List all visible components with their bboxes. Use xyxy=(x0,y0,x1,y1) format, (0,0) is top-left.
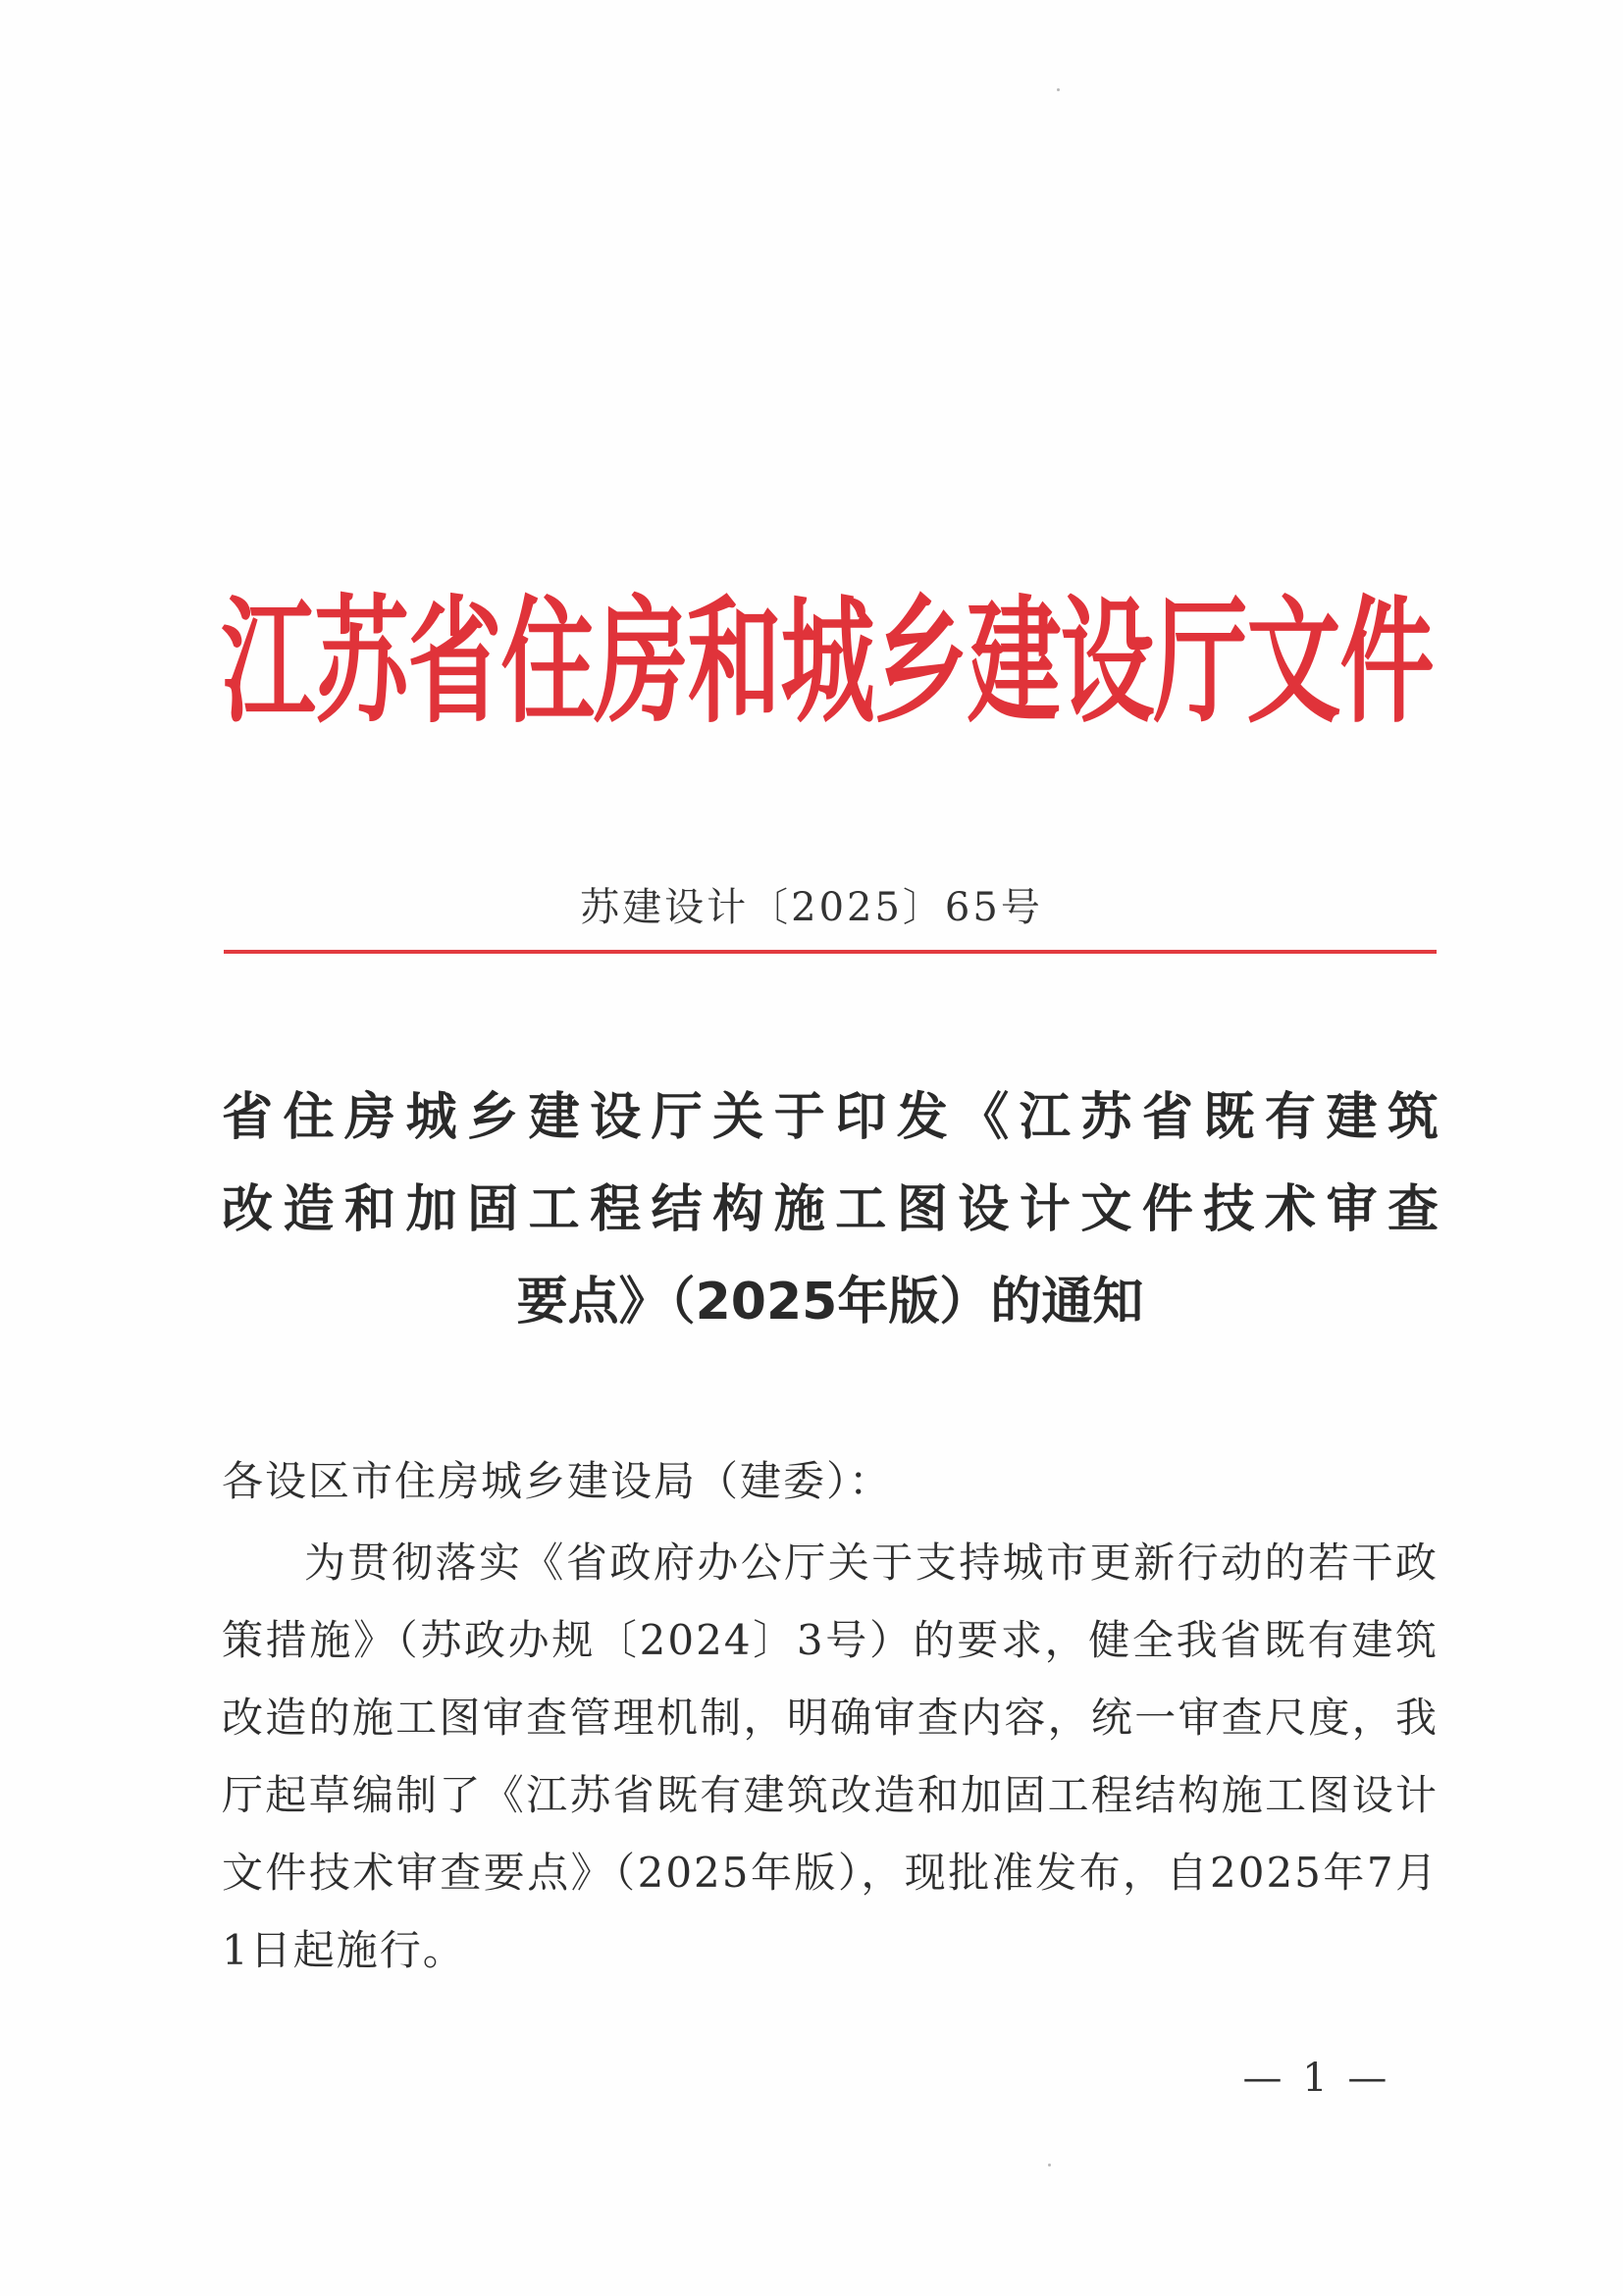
title-line-1: 省住房城乡建设厅关于印发《江苏省既有建筑 xyxy=(222,1088,1439,1147)
document-number: 苏建设计〔2025〕65号 xyxy=(580,885,1043,930)
addressee: 各设区市住房城乡建设局（建委）： xyxy=(222,1457,893,1505)
red-divider-line xyxy=(224,950,1437,954)
title-line-2: 改造和加固工程结构施工图设计文件技术审查 xyxy=(222,1180,1439,1239)
letterhead-title: 江苏省住房和城乡建设厅文件 xyxy=(221,582,1434,743)
notice-title xyxy=(222,1071,1439,1348)
body-paragraph: 为贯彻落实《省政府办公厅关于支持城市更新行动的若干政策措施》（苏政办规〔2024〕3号）的要求，健全我省既有建筑改造的施工图审查管理机制，明确审查内容，统一审查尺度，我厅起草编制了《江苏省既有建筑改造和加固工程结构施工图设计文件技术审查要点》（2025年版），现批准发布，自2025年7月1日起施行。 xyxy=(222,1539,1439,1974)
page-number: — 1 — xyxy=(1242,2056,1391,2101)
scan-speck xyxy=(1048,2164,1051,2166)
title-line-3: 要点》（2025年版）的通知 xyxy=(516,1273,1144,1331)
scan-speck xyxy=(1057,88,1060,91)
